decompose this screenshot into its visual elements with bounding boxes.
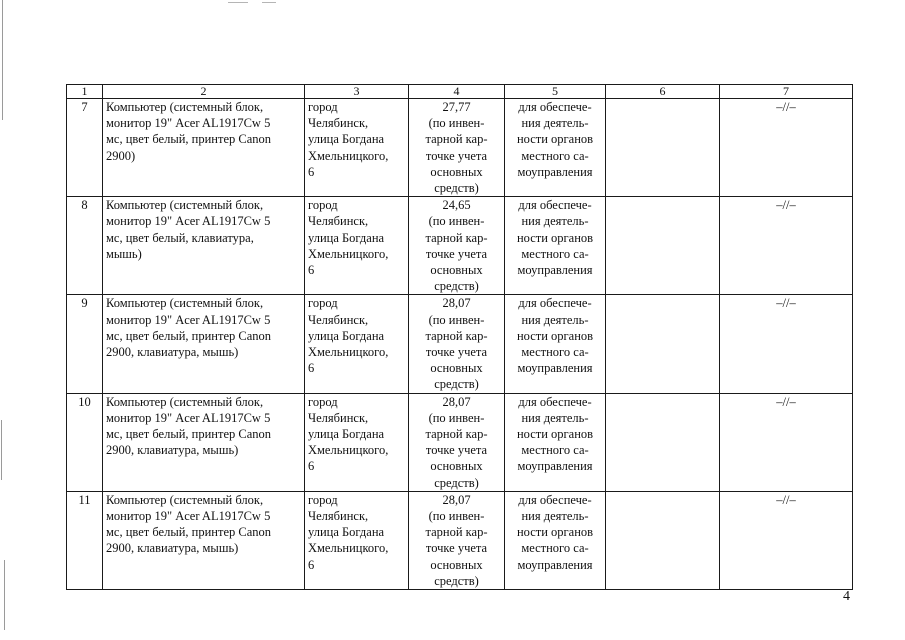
item-address [305, 491, 409, 589]
item-name [103, 197, 305, 295]
item-purpose-text: для обеспече- ния деятель- ности органов местного са- моуправления [516, 296, 594, 376]
item-cost-text: 27,77 (по инвен- тарной кар- точке учета основных средств) [425, 100, 488, 196]
column-header: 3 [305, 85, 409, 99]
item-name [103, 99, 305, 197]
item-purpose-text: для обеспече- ния деятель- ности органов местного са- моуправления [516, 492, 594, 572]
item-purpose [505, 295, 606, 393]
item-name [103, 393, 305, 491]
column-header: 1 [67, 85, 103, 99]
item-purpose [505, 393, 606, 491]
item-cost-text: 28,07 (по инвен- тарной кар- точке учета основных средств) [425, 394, 488, 490]
row-number: 7 [67, 99, 103, 197]
item-cost-text: 28,07 (по инвен- тарной кар- точке учета основных средств) [425, 492, 488, 588]
item-ditto: –//– [720, 99, 853, 197]
item-ditto: –//– [720, 491, 853, 589]
item-name-text: Компьютер (системный блок, монитор 19" Acer AL1917Cw 5 мс, цвет белый, принтер Canon 2900) [106, 100, 272, 163]
table-row [67, 393, 853, 491]
item-name-text: Компьютер (системный блок, монитор 19" Acer AL1917Cw 5 мс, цвет белый, принтер Canon 2900, клавиатура, мышь) [106, 296, 272, 360]
item-address-text: город Челябинск, улица Богдана Хмельницкого, 6 [308, 492, 389, 572]
item-address-text: город Челябинск, улица Богдана Хмельницкого, 6 [308, 296, 389, 376]
row-number: 8 [67, 197, 103, 295]
scan-artifact-left-middle [1, 420, 2, 480]
item-address [305, 99, 409, 197]
scan-artifact-top [262, 2, 276, 3]
item-cost [409, 99, 505, 197]
item-cost [409, 295, 505, 393]
item-ditto: –//– [720, 197, 853, 295]
item-address-text: город Челябинск, улица Богдана Хмельницкого, 6 [308, 394, 389, 474]
scan-artifact-left-bottom [4, 560, 5, 630]
table-header-row [67, 85, 853, 99]
row-number: 10 [67, 393, 103, 491]
item-cost [409, 491, 505, 589]
column-header: 5 [505, 85, 606, 99]
column-header: 6 [606, 85, 720, 99]
property-table [66, 84, 853, 590]
column-header: 7 [720, 85, 853, 99]
table-row [67, 99, 853, 197]
item-name-text: Компьютер (системный блок, монитор 19" Acer AL1917Cw 5 мс, цвет белый, принтер Canon 2900, клавиатура, мышь) [106, 492, 272, 556]
item-purpose [505, 99, 606, 197]
table-row [67, 197, 853, 295]
item-name [103, 491, 305, 589]
item-address-text: город Челябинск, улица Богдана Хмельницкого, 6 [308, 198, 389, 278]
item-name [103, 295, 305, 393]
item-ditto: –//– [720, 295, 853, 393]
item-col6 [606, 491, 720, 589]
item-cost [409, 197, 505, 295]
item-cost [409, 393, 505, 491]
item-cost-text: 24,65 (по инвен- тарной кар- точке учета основных средств) [425, 198, 488, 294]
table-row [67, 491, 853, 589]
scan-artifact-top [228, 2, 248, 3]
item-address-text: город Челябинск, улица Богдана Хмельницкого, 6 [308, 100, 389, 179]
item-col6 [606, 393, 720, 491]
item-name-text: Компьютер (системный блок, монитор 19" Acer AL1917Cw 5 мс, цвет белый, клавиатура, мышь) [106, 198, 271, 261]
item-address [305, 197, 409, 295]
column-header: 2 [103, 85, 305, 99]
item-ditto: –//– [720, 393, 853, 491]
item-name-text: Компьютер (системный блок, монитор 19" Acer AL1917Cw 5 мс, цвет белый, принтер Canon 2900, клавиатура, мышь) [106, 394, 272, 458]
item-address [305, 393, 409, 491]
item-purpose-text: для обеспече- ния деятель- ности органов местного са- моуправления [516, 394, 594, 474]
item-purpose [505, 491, 606, 589]
item-purpose-text: для обеспече- ния деятель- ности органов местного са- моуправления [516, 198, 594, 278]
item-cost-text: 28,07 (по инвен- тарной кар- точке учета основных средств) [425, 296, 488, 392]
row-number: 9 [67, 295, 103, 393]
item-purpose [505, 197, 606, 295]
item-col6 [606, 197, 720, 295]
item-address [305, 295, 409, 393]
column-header: 4 [409, 85, 505, 99]
scan-artifact-left-top [2, 0, 3, 120]
item-col6 [606, 295, 720, 393]
row-number: 11 [67, 491, 103, 589]
table-row [67, 295, 853, 393]
item-col6 [606, 99, 720, 197]
item-purpose-text: для обеспече- ния деятель- ности органов местного са- моуправления [516, 100, 594, 179]
page-number: 4 [843, 589, 850, 604]
